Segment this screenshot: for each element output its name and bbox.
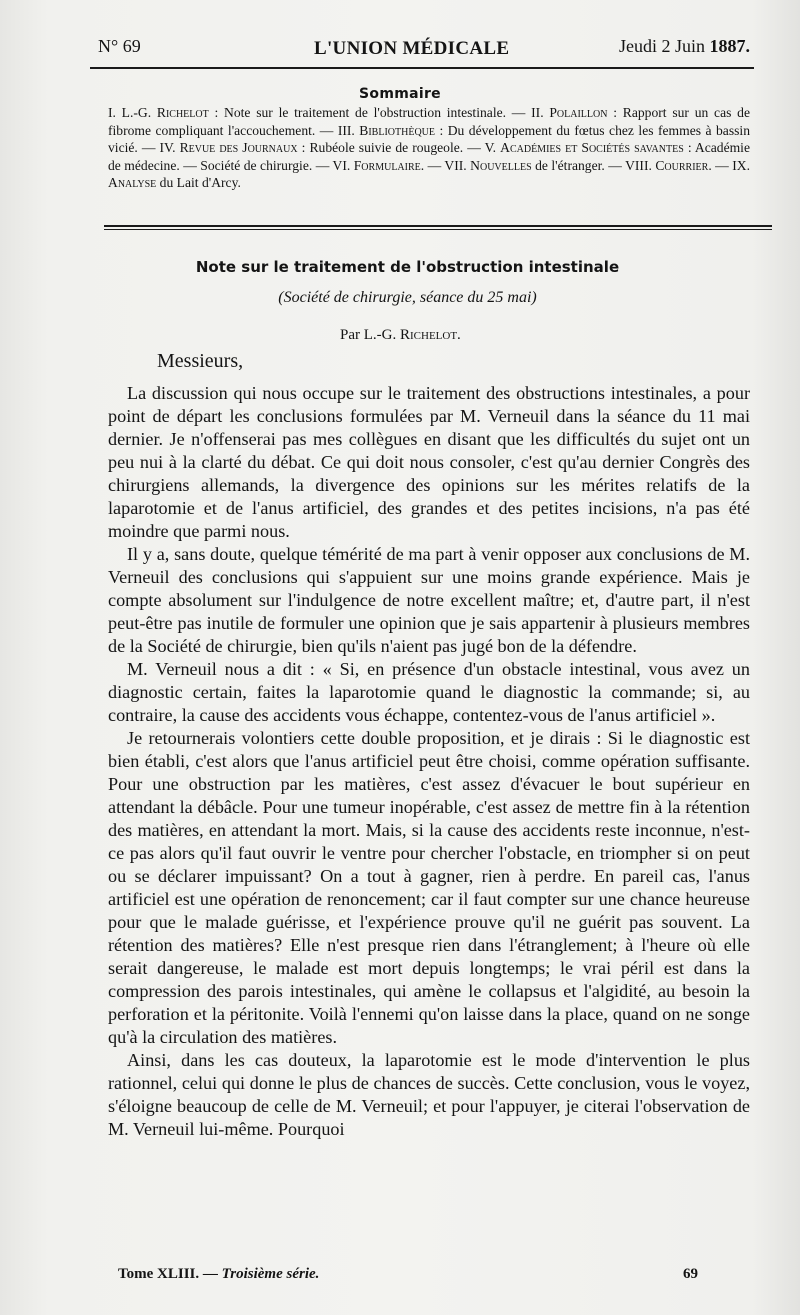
issue-number: N° 69 [98, 36, 141, 56]
body-paragraph: M. Verneuil nous a dit : « Si, en présence d'un obstacle intestinal, vous avez un diagnostic certain, faites la laparotomie quand le diagnostic la commande; si, au contraire, la cause des accidents vous échappe, contentez-vous de l'anus artificiel ». [108, 659, 750, 725]
body-paragraph: Ainsi, dans les cas douteux, la laparotomie est le mode d'intervention le plus rationnel, celui qui donne le plus de chances de succès. Cette conclusion, vous le voyez, s'éloigne beaucoup de celle de M. Verneuil; et pour l'appuyer, je citerai l'observation de M. Verneuil lui-même. Pourquoi [108, 1050, 750, 1139]
sommaire-rule-top [104, 225, 772, 227]
sommaire-text [108, 104, 750, 192]
sommaire-segment: . — IX. [708, 157, 750, 173]
sommaire-segment: Polaillon [549, 105, 608, 120]
article-body [108, 382, 750, 1141]
sommaire-segment: : Du développement du fœtus chez les femmes à bassin vicié. — IV. [108, 122, 750, 155]
salutation: Messieurs, [157, 350, 244, 372]
sommaire-segment: Nouvelles [470, 157, 532, 173]
sommaire-segment: Revue des Journaux [179, 140, 298, 155]
header-rule [90, 67, 754, 69]
sommaire-segment: Académies et Sociétés savantes [500, 140, 684, 155]
sommaire-rule-bottom [104, 229, 772, 230]
journal-title: L'UNION MÉDICALE [314, 38, 510, 59]
sommaire-segment: Richelot [156, 105, 209, 120]
sommaire-title: Sommaire [359, 86, 441, 102]
body-paragraph: Il y a, sans doute, quelque témérité de ma part à venir opposer aux conclusions de M. Verneuil des conclusions qui s'appuient sur une moins grande expérience. Mais je compte absolument sur l'indulgence de notre excellent maître; et, d'autre part, il n'est peut-être pas inutile de formuler une opinion que je sais appartenir à plusieurs membres de la Société de chirurgie, bien qu'ils n'aient pas jugé bon de la défendre. [108, 544, 750, 656]
author-name: Richelot. [400, 327, 461, 343]
article-author [340, 327, 461, 344]
article-title: Note sur le traitement de l'obstruction intestinale [195, 258, 620, 276]
issue-year: 1887. [709, 36, 750, 56]
sommaire-segment: I. L.-G. [108, 105, 157, 120]
sommaire-segment: du Lait d'Arcy. [156, 175, 241, 190]
footer-page-number: 69 [683, 1266, 698, 1282]
author-prefix: Par L.-G. [340, 327, 400, 343]
sommaire-segment: Analyse [108, 175, 157, 190]
body-paragraph: La discussion qui nous occupe sur le traitement des obstructions intestinales, a pour point de départ les conclusions formulées par M. Verneuil dans la séance du 11 mai dernier. Je n'offenserai pas mes collègues en disant que les difficultés du sujet ont un peu nui à la clarté du débat. Ce qui doit nous consoler, c'est qu'au dernier Congrès des chirurgiens allemands, la divergence des opinions sur les mérites relatifs de la laparotomie et de l'anus artificiel, des grandes et des petites incisions, n'a pas été moindre que parmi nous. [108, 383, 750, 541]
sommaire-segment: Courrier [655, 157, 709, 173]
issue-date [619, 36, 750, 57]
page-header [98, 36, 750, 66]
sommaire-segment: : Rubéole suivie de rougeole. — V. [297, 140, 501, 155]
sommaire-segment: : Rapport sur un cas de fibrome compliquant l'accouchement. — III. [108, 105, 750, 138]
sommaire-segment: : Note sur le traitement de l'obstruction intestinale. — II. [208, 105, 550, 120]
sommaire-segment: Bibliothèque [359, 122, 435, 138]
page-footer [118, 1266, 698, 1288]
body-paragraph: Je retournerais volontiers cette double proposition, et je dirais : Si le diagnostic est bien établi, c'est alors que l'anus artificiel peut être choisi, comme opération suffisante. Pour une obstruction par les matières, c'est assez d'évacuer le bout supérieur en attendant la débâcle. Pour une tumeur inopérable, c'est assez de mettre fin à la rétention des matières, en attendant la mort. Mais, si la cause des accidents reste inconnue, n'est-ce pas alors qu'il faut ouvrir le ventre pour chercher l'obstacle, en triompher si on peut ou se déclarer impuissant? On a tout à gagner, rien à perdre. En pareil cas, l'anus artificiel est une opération de renoncement; car il faut compter sur une chance heureuse pour que le malade guérisse, et l'expérience prouve qu'il ne guérit pas souvent. La rétention des matières? Elle n'est presque rien dans l'étranglement; à l'heure où elle serait dangereuse, le malade est mort depuis longtemps; le vrai péril est dans la compression des parois intestinales, qui amène le collapsus et l'algidité, au besoin la perforation et la péritonite. Voilà l'ennemi qu'on laisse dans la place, quand on ne songe qu'à la circulation des matières. [108, 728, 750, 1047]
footer-tome: Tome XLIII. — [118, 1266, 222, 1282]
sommaire-segment: . — VII. [420, 157, 471, 173]
sommaire-segment: : Académie de médecine. — Société de chirurgie. — VI. [108, 140, 750, 173]
footer-series: Troisième série. [221, 1266, 320, 1282]
issue-date-day: Jeudi 2 Juin [618, 36, 705, 56]
article-venue: (Société de chirurgie, séance du 25 mai) [278, 289, 537, 306]
sommaire-segment: de l'étranger. — VIII. [531, 157, 656, 173]
sommaire-segment: Formulaire [353, 157, 421, 173]
